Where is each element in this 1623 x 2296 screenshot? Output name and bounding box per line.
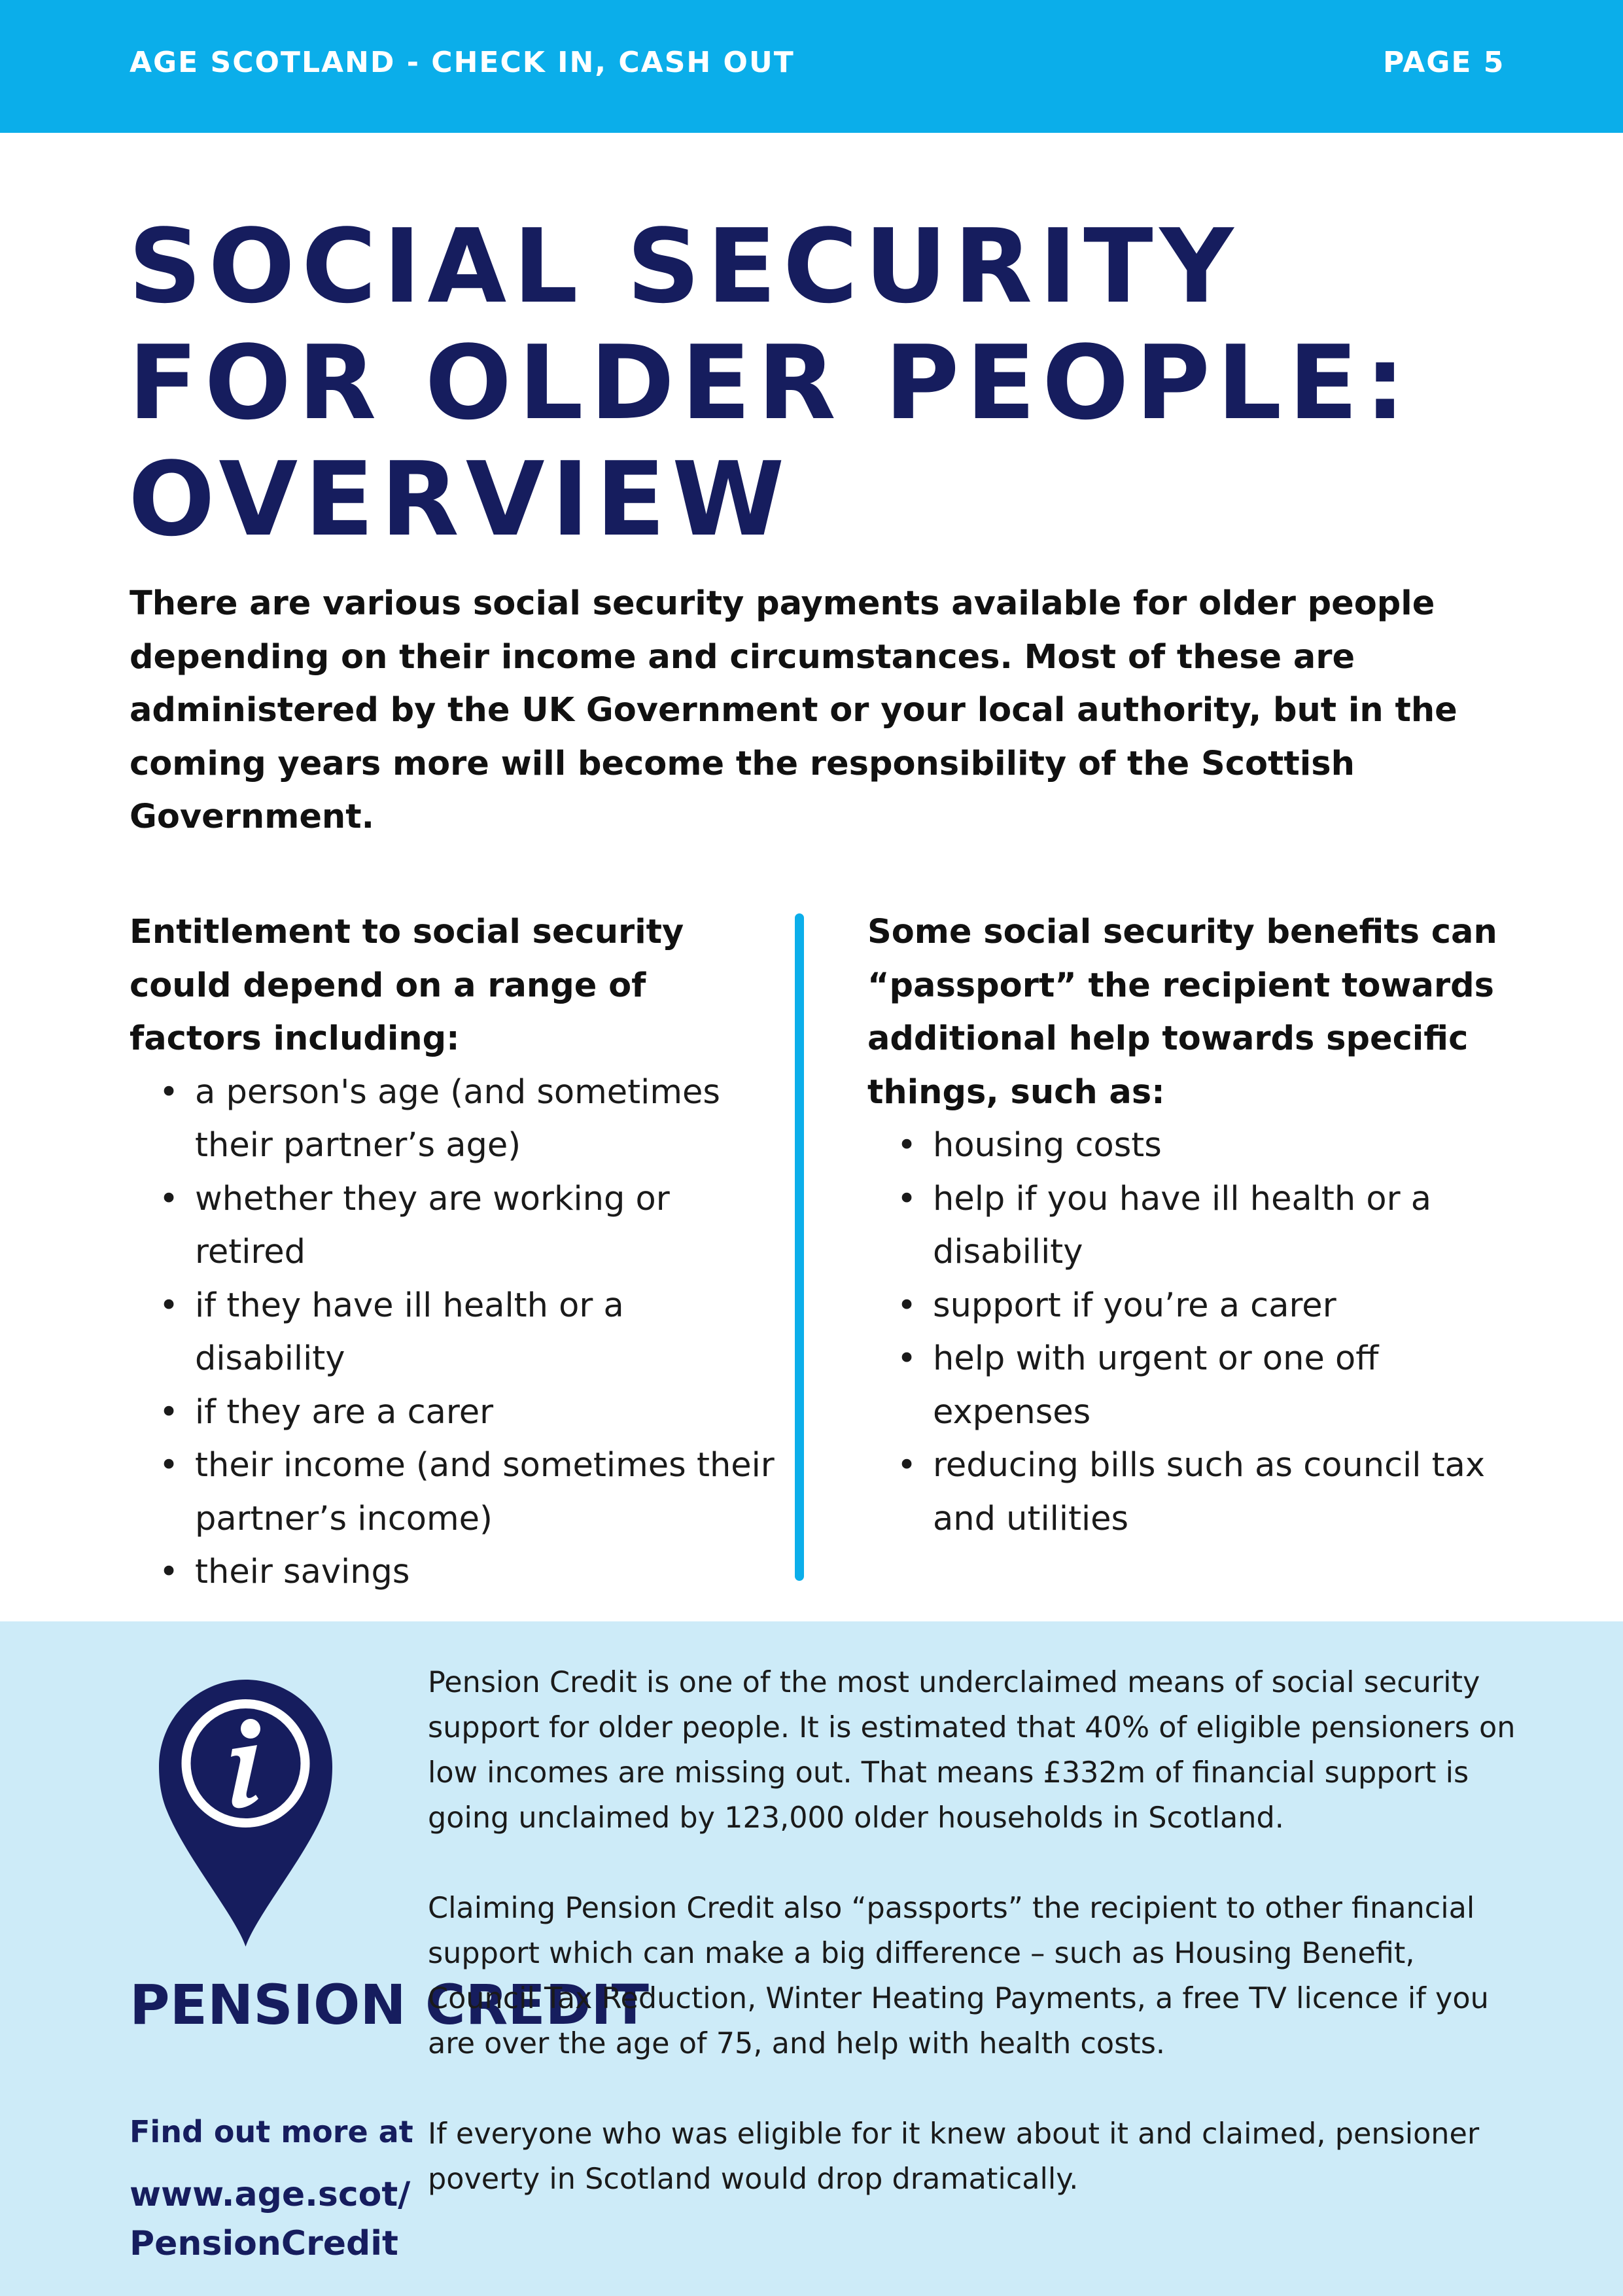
bullet-icon: • (897, 1179, 917, 1218)
pension-credit-paragraph: Claiming Pension Credit also “passports” the recipient to other financial support which can make a big difference – such as Housing Benefit, Council Tax Reduction, Winter Heating Payments, a free TV licence if you are over the age of 75, and help with health costs. (428, 1892, 1489, 2060)
pension-credit-body (428, 1660, 1527, 2247)
list-item (130, 1439, 784, 1545)
entitlement-factors-column (130, 906, 784, 1599)
list-item-text: their savings (195, 1553, 410, 1591)
list-item-text: help if you have ill health or a disability (933, 1179, 1432, 1271)
bullet-icon: • (897, 1446, 917, 1485)
list-item (867, 1119, 1522, 1173)
pension-credit-title-text: PENSION CREDIT (130, 1973, 649, 2037)
bullet-icon: • (159, 1553, 179, 1591)
entitlement-lead: Entitlement to social security could depend on a range of factors including: (130, 913, 684, 1058)
list-item (130, 1066, 784, 1173)
bullet-icon: • (897, 1286, 917, 1325)
info-location-pin-icon (159, 1680, 332, 1947)
list-item (130, 1279, 784, 1386)
bullet-icon: • (159, 1446, 179, 1485)
list-item (130, 1386, 784, 1439)
list-item-text: reducing bills such as council tax and utilities (933, 1446, 1486, 1538)
find-out-more-label: Find out more at (130, 2114, 413, 2149)
bullet-icon: • (159, 1286, 179, 1325)
bullet-icon: • (897, 1339, 917, 1378)
page-number: PAGE 5 (1383, 46, 1505, 79)
pension-credit-link[interactable]: www.age.scot/ PensionCredit (130, 2175, 411, 2263)
list-item (867, 1173, 1522, 1279)
list-item-text: whether they are working or retired (195, 1179, 670, 1271)
bullet-icon: • (159, 1072, 179, 1112)
list-item-text: support if you’re a carer (933, 1286, 1336, 1325)
bullet-icon: • (159, 1179, 179, 1218)
list-item-text: help with urgent or one off expenses (933, 1339, 1379, 1432)
column-divider (795, 913, 804, 1581)
list-item (130, 1173, 784, 1279)
list-item-text: if they have ill health or a disability (195, 1286, 624, 1378)
passport-benefits-column (867, 906, 1522, 1545)
pension-credit-paragraph: Pension Credit is one of the most underclaimed means of social security support for older people. It is estimated that 40% of eligible pensioners on low incomes are missing out. That means £332m of financial support is going unclaimed by 123,000 older households in Scotland. (428, 1666, 1516, 1835)
list-item-text: housing costs (933, 1126, 1162, 1165)
list-item (867, 1279, 1522, 1333)
page-title: SOCIAL SECURITY FOR OLDER PEOPLE: OVERVIEW (128, 207, 1412, 559)
list-item-text: if they are a carer (195, 1392, 494, 1432)
list-item-text: a person's age (and sometimes their partner’s age) (195, 1072, 720, 1165)
list-item (130, 1545, 784, 1599)
pension-credit-paragraph: If everyone who was eligible for it knew about it and claimed, pensioner poverty in Scotland would drop dramatically. (428, 2117, 1480, 2196)
passport-benefits-list (867, 1119, 1522, 1545)
list-item-text: their income (and sometimes their partner’s income) (195, 1446, 775, 1538)
list-item (867, 1439, 1522, 1545)
publication-title: AGE SCOTLAND - CHECK IN, CASH OUT (130, 46, 795, 79)
bullet-icon: • (159, 1392, 179, 1432)
entitlement-factors-list (130, 1066, 784, 1599)
passport-lead: Some social security benefits can “passport” the recipient towards additional help towards specific things, such as: (867, 913, 1497, 1112)
intro-paragraph: There are various social security payments available for older people depending on their income and circumstances. Most of these are administered by the UK Government or your local authority, but in the coming years more will become the responsibility of the Scottish Government. (130, 584, 1457, 836)
list-item (867, 1332, 1522, 1439)
bullet-icon: • (897, 1126, 917, 1165)
